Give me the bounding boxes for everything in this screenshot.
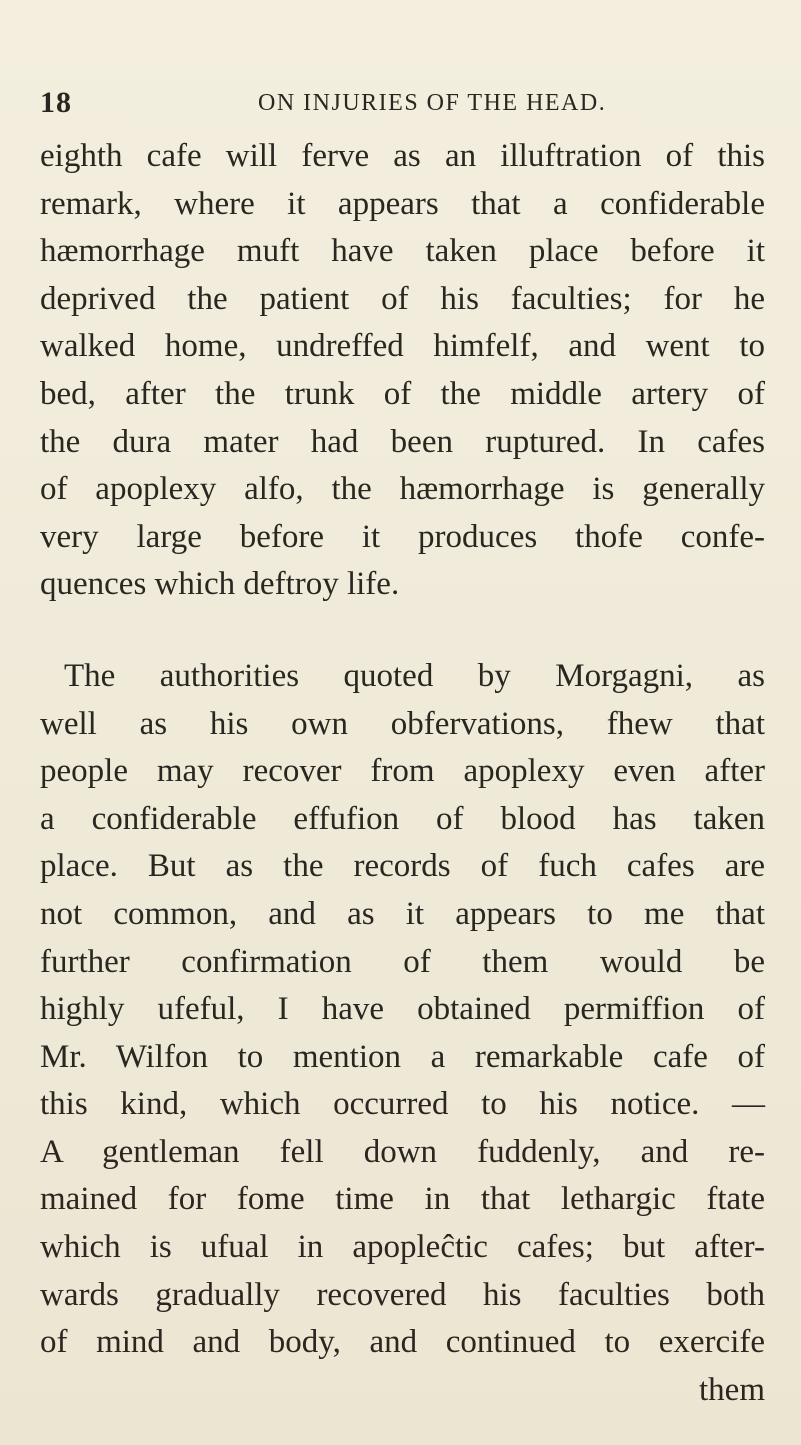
- text-line: wards gradually recovered his faculties both: [40, 1276, 765, 1313]
- text-line: bed, after the trunk of the middle artery of: [40, 375, 765, 412]
- text-line: people may recover from apoplexy even after: [40, 753, 765, 790]
- text-line: hæmorrhage muft have taken place before it: [40, 233, 765, 270]
- text-line: remark, where it appears that a confiderable: [40, 185, 765, 222]
- text-line: A gentleman fell down fuddenly, and re-: [40, 1133, 765, 1170]
- text-line: which is ufual in apopleĉtic cafes; but after-: [40, 1229, 765, 1266]
- paragraph-2: [40, 653, 765, 1415]
- text-line: mained for fome time in that lethargic ftate: [40, 1181, 765, 1218]
- text-line: further confirmation of them would be: [40, 943, 765, 980]
- text-line: not common, and as it appears to me that: [40, 895, 765, 932]
- text-line: very large before it produces thofe confe-: [40, 518, 765, 555]
- text-line: place. But as the records of fuch cafes are: [40, 848, 765, 885]
- text-line: a confiderable effufion of blood has taken: [40, 800, 765, 837]
- paragraph-gap: [40, 609, 765, 653]
- text-line: Mr. Wilfon to mention a remarkable cafe of: [40, 1038, 765, 1075]
- text-line: well as his own obfervations, fhew that: [40, 705, 765, 742]
- running-head-title: ON INJURIES OF THE HEAD.: [258, 90, 607, 116]
- text-line: this kind, which occurred to his notice. —: [40, 1086, 765, 1123]
- text-line: the dura mater had been ruptured. In cafes: [40, 423, 765, 460]
- paragraph-1: [40, 133, 765, 609]
- body-text: [40, 133, 765, 1414]
- text-line: walked home, undreffed himfelf, and went to: [40, 328, 765, 365]
- text-line: of mind and body, and continued to exercife: [40, 1324, 765, 1361]
- page-number: 18: [40, 86, 72, 119]
- text-line: The authorities quoted by Morgagni, as: [64, 657, 765, 694]
- text-line: highly ufeful, I have obtained permiffion of: [40, 991, 765, 1028]
- text-line: eighth cafe will ferve as an illuftration of this: [40, 138, 765, 174]
- catchword: them: [699, 1371, 765, 1408]
- running-head: [40, 86, 740, 126]
- text-line: deprived the patient of his faculties; for he: [40, 280, 765, 317]
- text-line: quences which deftroy life.: [40, 566, 400, 603]
- text-line: of apoplexy alfo, the hæmorrhage is generally: [40, 471, 765, 508]
